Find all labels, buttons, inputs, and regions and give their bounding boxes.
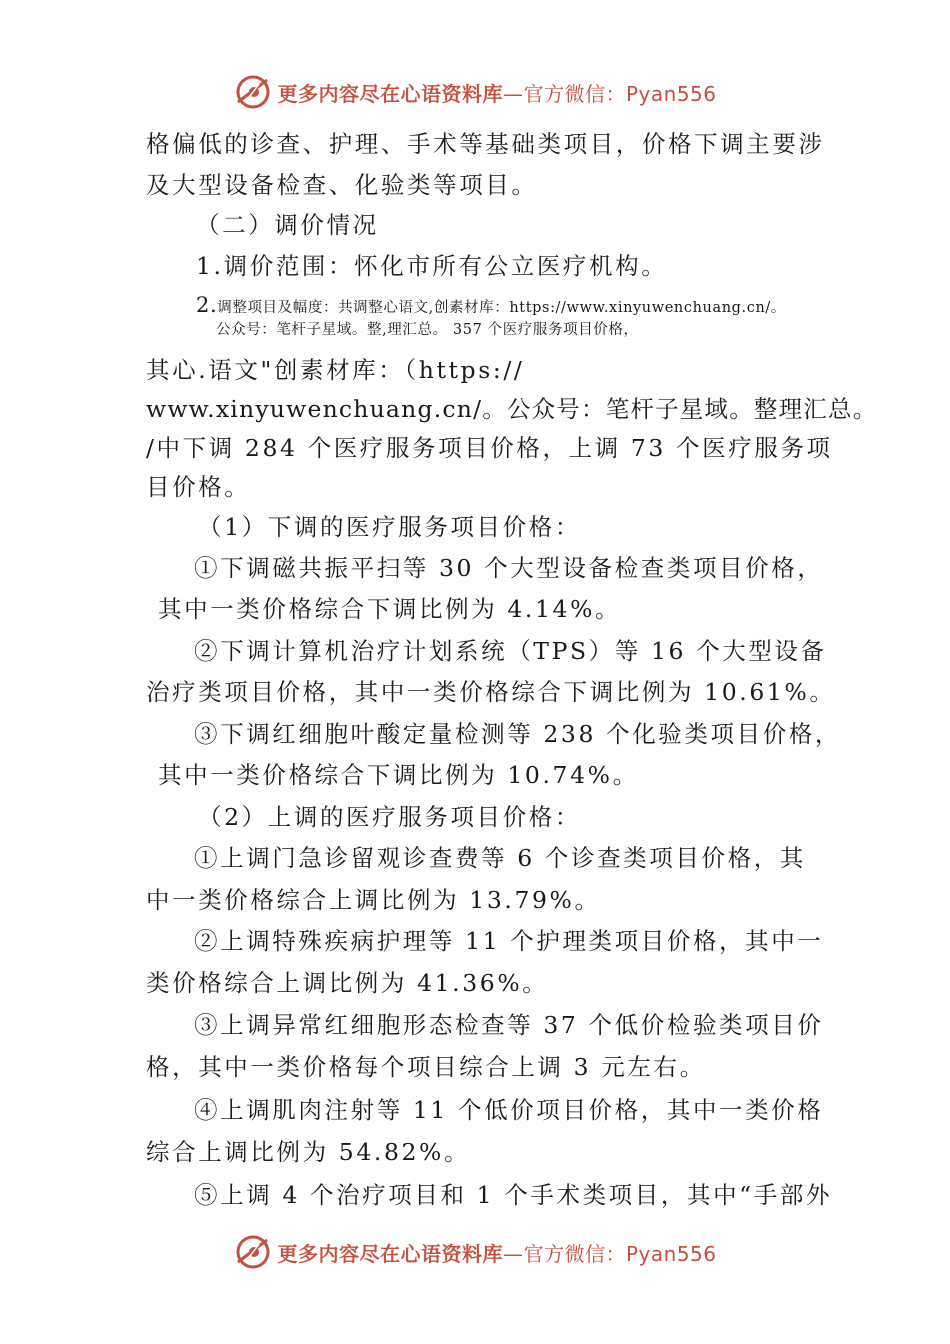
paragraph-line: 其心.语文"创素材库：（https:// bbox=[146, 356, 525, 384]
list-item-continued: 治疗类项目价格，其中一类价格综合下调比例为 10.61%。 bbox=[146, 678, 836, 706]
list-item: ①下调磁共振平扫等 30 个大型设备检查类项目价格， bbox=[194, 554, 824, 582]
banner-dash: — bbox=[502, 1241, 524, 1266]
list-item: ②上调特殊疾病护理等 11 个护理类项目价格，其中一 bbox=[194, 927, 824, 955]
list-item: 1.调价范围：怀化市所有公立医疗机构。 bbox=[196, 252, 668, 280]
list-item: ④上调肌肉注射等 11 个低价项目价格，其中一类价格 bbox=[194, 1096, 824, 1124]
subsection-heading: （1）下调的医疗服务项目价格： bbox=[198, 513, 581, 541]
paragraph-line: /中下调 284 个医疗服务项目价格，上调 73 个医疗服务项 bbox=[146, 434, 833, 462]
list-item: ①上调门急诊留观诊查费等 6 个诊查类项目价格，其 bbox=[194, 844, 806, 872]
banner-promo: 更多内容尽在心语资料库 bbox=[277, 81, 503, 106]
banner-text bbox=[277, 78, 716, 107]
paragraph-line: 格偏低的诊查、护理、手术等基础类项目，价格下调主要涉 bbox=[146, 130, 825, 158]
footer-banner bbox=[0, 1230, 950, 1274]
header-banner bbox=[0, 70, 950, 114]
banner-contact-label: 官方微信： bbox=[523, 81, 626, 106]
item-text: 调整项目及幅度：共调整心语文,创素材库：https://www.xinyuwenchuang.cn/。 bbox=[217, 300, 786, 316]
banner-contact-id: Pyan556 bbox=[625, 1241, 717, 1266]
banner-contact-label: 官方微信： bbox=[523, 1241, 626, 1266]
list-item-continued: 其中一类价格综合下调比例为 10.74%。 bbox=[158, 761, 639, 789]
list-item-continued: 其中一类价格综合下调比例为 4.14%。 bbox=[158, 595, 622, 623]
list-item: ⑤上调 4 个治疗项目和 1 个手术类项目，其中“手部外 bbox=[194, 1181, 833, 1209]
banner-dash: — bbox=[502, 81, 524, 106]
paragraph-line: www.xinyuwenchuang.cn/。公众号：笔杆子星域。整理汇总。 bbox=[146, 395, 878, 423]
list-item-continued: 格，其中一类价格每个项目综合上调 3 元左右。 bbox=[146, 1053, 706, 1081]
item-number: 2. bbox=[196, 293, 218, 317]
list-item-continued: 类价格综合上调比例为 41.36%。 bbox=[146, 969, 549, 997]
list-item: ③上调异常红细胞形态检查等 37 个低价检验类项目价 bbox=[194, 1011, 824, 1039]
list-item: ②下调计算机治疗计划系统（TPS）等 16 个大型设备 bbox=[194, 637, 827, 665]
banner-promo: 更多内容尽在心语资料库 bbox=[277, 1241, 503, 1266]
list-item bbox=[196, 295, 786, 318]
brand-logo-icon bbox=[233, 72, 273, 112]
list-item: ③下调红细胞叶酸定量检测等 238 个化验类项目价格， bbox=[194, 720, 841, 748]
brand-logo-icon bbox=[233, 1232, 273, 1272]
banner-contact-id: Pyan556 bbox=[625, 81, 717, 106]
banner-text bbox=[277, 1238, 716, 1267]
section-heading: （二）调价情况 bbox=[196, 211, 379, 239]
list-item-continued: 综合上调比例为 54.82%。 bbox=[146, 1138, 471, 1166]
list-item-continued: 中一类价格综合上调比例为 13.79%。 bbox=[146, 886, 601, 914]
paragraph-line: 及大型设备检查、化验类等项目。 bbox=[146, 171, 538, 199]
list-item-continued: 公众号：笔杆子星域。整,理汇总。 357 个医疗服务项目价格， bbox=[216, 322, 639, 338]
paragraph-line: 目价格。 bbox=[146, 473, 251, 501]
subsection-heading: （2）上调的医疗服务项目价格： bbox=[198, 803, 581, 831]
